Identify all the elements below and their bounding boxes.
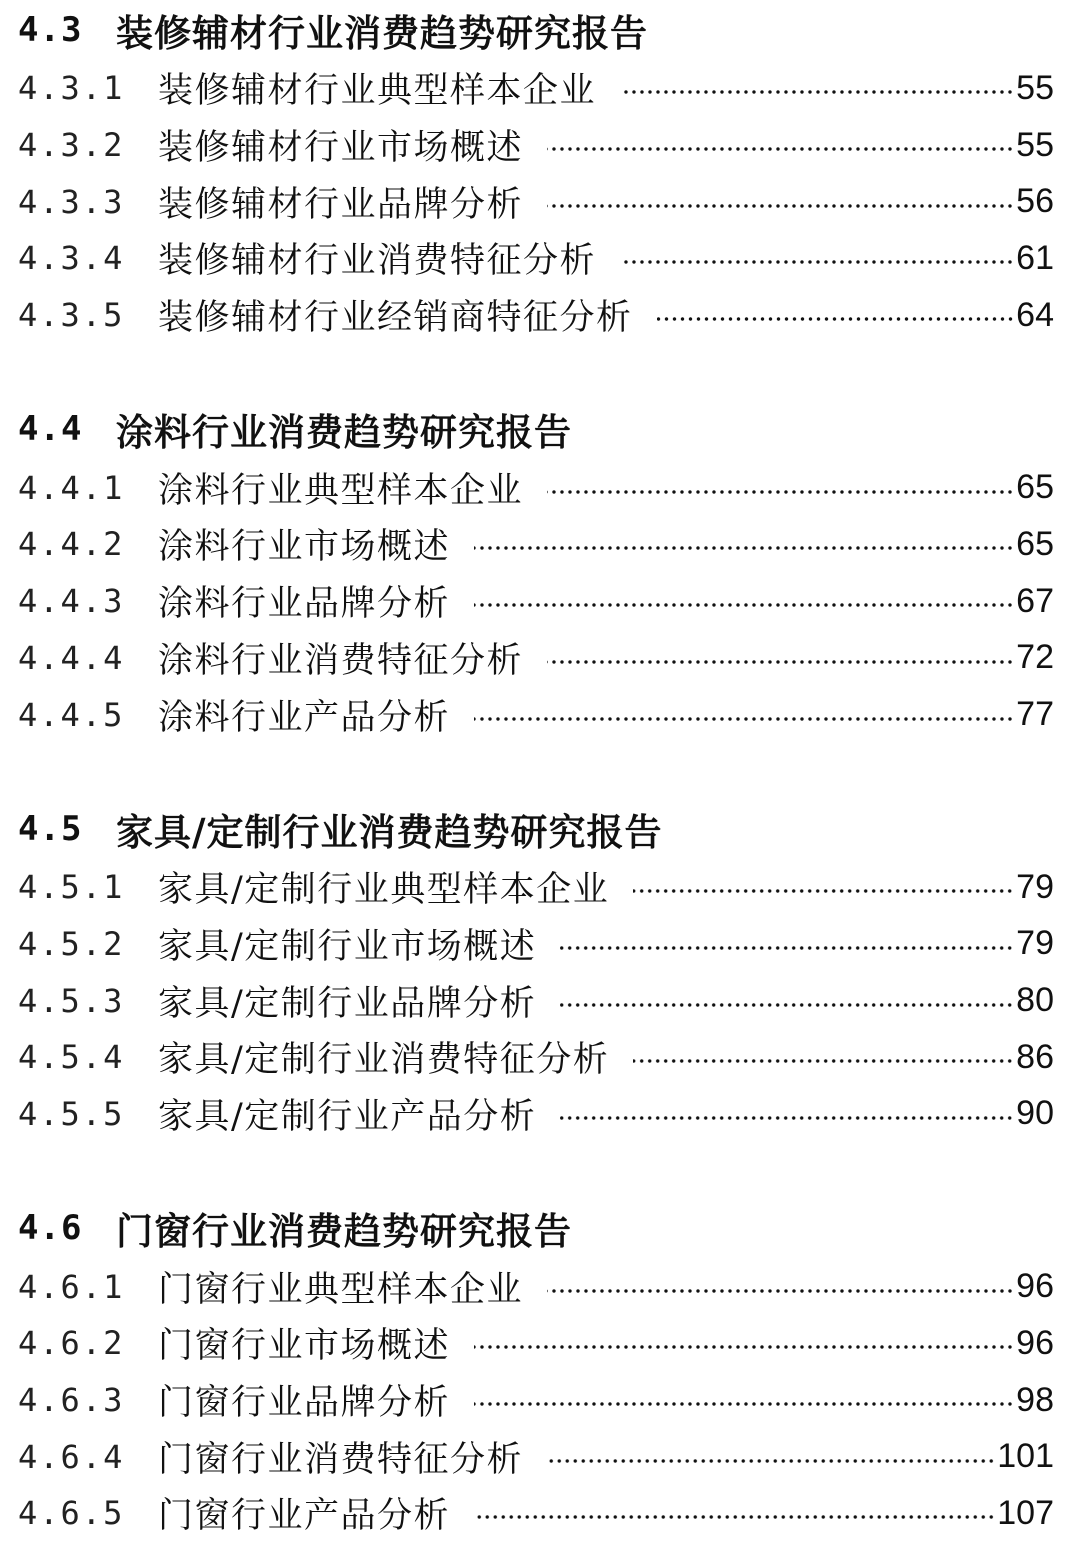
section-title: 门窗行业消费趋势研究报告 [116, 1209, 572, 1254]
dot-leader [474, 717, 1014, 721]
toc-section-4-3 [18, 0, 1054, 343]
toc-section-4-4 [18, 399, 1054, 742]
page-number: 98 [1016, 1380, 1054, 1419]
page-number: 96 [1016, 1323, 1054, 1362]
entry-title: 门窗行业消费特征分析 [158, 1439, 524, 1480]
toc-entry[interactable] [18, 972, 1054, 1029]
toc-entry[interactable] [18, 459, 1054, 516]
dot-leader [547, 147, 1014, 151]
table-of-contents [18, 0, 1054, 1542]
entry-number: 4.4.3 [18, 582, 125, 621]
toc-entry[interactable] [18, 1315, 1054, 1372]
toc-entry[interactable] [18, 287, 1054, 344]
toc-entry[interactable] [18, 1258, 1054, 1315]
entry-number: 4.3.3 [18, 182, 125, 221]
entry-title: 门窗行业市场概述 [158, 1326, 451, 1367]
page-number: 86 [1016, 1037, 1054, 1076]
page-number: 107 [997, 1493, 1054, 1532]
toc-entry[interactable] [18, 1428, 1054, 1485]
entry-title: 装修辅材行业典型样本企业 [158, 71, 597, 112]
toc-entry[interactable] [18, 1029, 1054, 1086]
dot-leader [474, 1402, 1014, 1406]
toc-entry[interactable] [18, 1485, 1054, 1542]
entry-title: 家具/定制行业市场概述 [158, 926, 537, 967]
entry-number: 4.3.1 [18, 69, 125, 108]
toc-entry[interactable] [18, 916, 1054, 973]
section-heading[interactable] [18, 1198, 1054, 1258]
entry-number: 4.6.4 [18, 1437, 125, 1476]
entry-number: 4.5.1 [18, 868, 125, 907]
dot-leader [633, 1059, 1014, 1063]
entry-number: 4.4.5 [18, 695, 125, 734]
dot-leader [474, 1515, 995, 1519]
dot-leader [560, 1003, 1014, 1007]
toc-entry[interactable] [18, 630, 1054, 687]
entry-title: 门窗行业典型样本企业 [158, 1269, 524, 1310]
section-title: 涂料行业消费趋势研究报告 [116, 410, 572, 455]
section-number: 4.4 [18, 409, 83, 450]
entry-number: 4.5.2 [18, 924, 125, 963]
page-number: 77 [1016, 695, 1054, 734]
dot-leader [560, 946, 1014, 950]
section-number: 4.3 [18, 10, 83, 50]
entry-title: 门窗行业品牌分析 [158, 1383, 451, 1424]
entry-title: 涂料行业市场概述 [158, 527, 451, 568]
section-number: 4.5 [18, 808, 83, 849]
entry-title: 家具/定制行业典型样本企业 [158, 870, 610, 911]
dot-leader [547, 1459, 995, 1463]
dot-leader [474, 1345, 1014, 1349]
dot-leader [547, 204, 1014, 208]
section-heading[interactable] [18, 799, 1054, 859]
toc-section-4-5 [18, 799, 1054, 1142]
section-heading[interactable] [18, 0, 1054, 60]
toc-section-4-6 [18, 1198, 1054, 1541]
entry-title: 装修辅材行业经销商特征分析 [158, 298, 633, 339]
section-title: 装修辅材行业消费趋势研究报告 [116, 11, 648, 55]
entry-title: 涂料行业品牌分析 [158, 584, 451, 625]
dot-leader [657, 317, 1014, 321]
entry-number: 4.3.5 [18, 296, 125, 335]
page-number: 56 [1016, 182, 1054, 221]
page-number: 55 [1016, 68, 1054, 107]
entry-number: 4.6.2 [18, 1324, 125, 1363]
dot-leader [560, 1116, 1014, 1120]
entry-title: 装修辅材行业市场概述 [158, 128, 524, 169]
page-number: 65 [1016, 468, 1054, 507]
page-number: 79 [1016, 924, 1054, 963]
entry-title: 家具/定制行业品牌分析 [158, 983, 537, 1024]
entry-title: 涂料行业消费特征分析 [158, 640, 524, 681]
page-number: 90 [1016, 1094, 1054, 1133]
entry-number: 4.5.4 [18, 1038, 125, 1077]
dot-leader [474, 546, 1014, 550]
page-number: 64 [1016, 295, 1054, 334]
page-number: 67 [1016, 581, 1054, 620]
page-number: 96 [1016, 1267, 1054, 1306]
entry-number: 4.4.4 [18, 638, 125, 677]
toc-entry[interactable] [18, 1086, 1054, 1143]
entry-number: 4.5.3 [18, 981, 125, 1020]
toc-entry[interactable] [18, 516, 1054, 573]
dot-leader [547, 1289, 1014, 1293]
toc-entry[interactable] [18, 573, 1054, 630]
entry-title: 装修辅材行业品牌分析 [158, 184, 524, 225]
dot-leader [474, 603, 1014, 607]
entry-number: 4.6.5 [18, 1494, 125, 1533]
dot-leader [633, 889, 1014, 893]
entry-title: 家具/定制行业消费特征分析 [158, 1040, 610, 1081]
entry-number: 4.4.1 [18, 468, 125, 507]
page-number: 101 [997, 1437, 1054, 1476]
entry-number: 4.5.5 [18, 1094, 125, 1133]
entry-title: 家具/定制行业产品分析 [158, 1096, 537, 1137]
page-number: 80 [1016, 981, 1054, 1020]
entry-number: 4.3.4 [18, 239, 125, 278]
toc-entry[interactable] [18, 1372, 1054, 1429]
section-number: 4.6 [18, 1208, 83, 1249]
dot-leader [620, 90, 1014, 94]
page-number: 55 [1016, 125, 1054, 164]
page-number: 65 [1016, 524, 1054, 563]
entry-number: 4.6.3 [18, 1381, 125, 1420]
dot-leader [547, 660, 1014, 664]
dot-leader [620, 260, 1014, 264]
entry-number: 4.6.1 [18, 1267, 125, 1306]
page-number: 61 [1016, 238, 1054, 277]
toc-entry[interactable] [18, 686, 1054, 743]
entry-title: 涂料行业产品分析 [158, 697, 451, 738]
entry-title: 装修辅材行业消费特征分析 [158, 241, 597, 282]
page-number: 79 [1016, 867, 1054, 906]
section-heading[interactable] [18, 399, 1054, 459]
entry-title: 门窗行业产品分析 [158, 1496, 451, 1537]
toc-entry[interactable] [18, 173, 1054, 230]
entry-number: 4.4.2 [18, 525, 125, 564]
toc-entry[interactable] [18, 117, 1054, 174]
page-number: 72 [1016, 638, 1054, 677]
toc-entry[interactable] [18, 230, 1054, 287]
section-title: 家具/定制行业消费趋势研究报告 [116, 809, 663, 854]
entry-title: 涂料行业典型样本企业 [158, 470, 524, 511]
toc-entry[interactable] [18, 859, 1054, 916]
entry-number: 4.3.2 [18, 126, 125, 165]
toc-entry[interactable] [18, 60, 1054, 117]
dot-leader [547, 490, 1014, 494]
